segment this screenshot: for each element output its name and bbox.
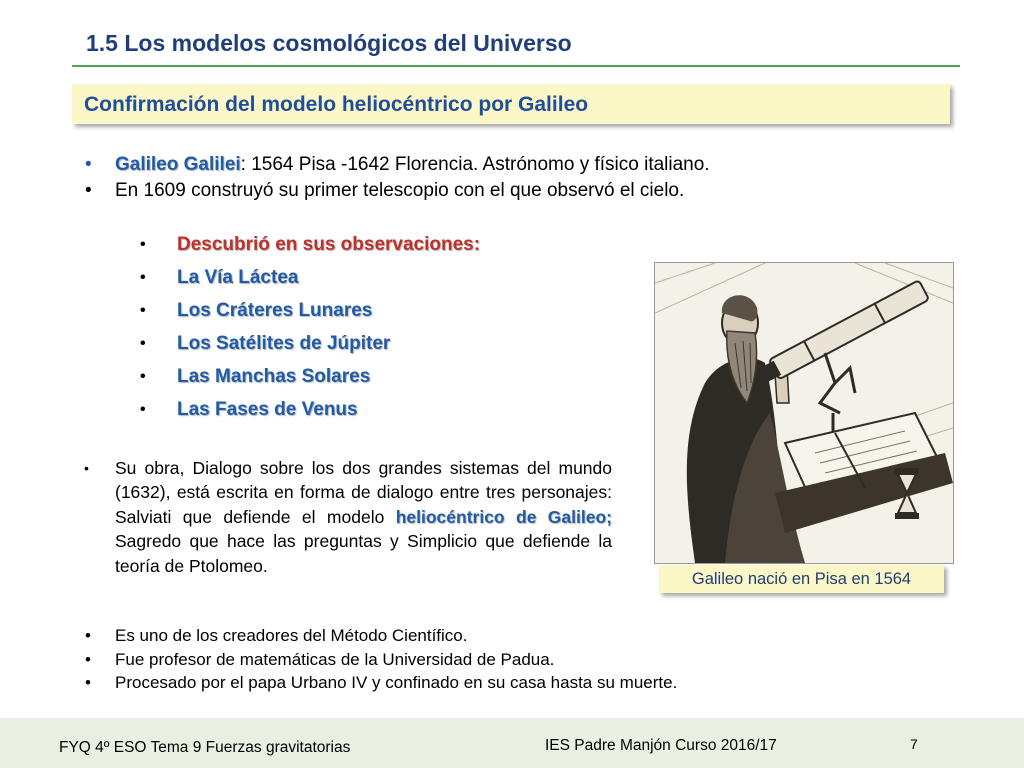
discovery-text: La Vía Láctea [177,267,299,288]
obra-text-after: Sagredo que hace las preguntas y Simplicio que defiende la teoría de Ptolomeo. [115,531,612,576]
discovery-item [140,261,480,294]
discovery-item [140,294,480,327]
title-divider [72,65,960,67]
obra-highlight: heliocéntrico de Galileo; [395,506,612,527]
galileo-telescope-illustration [655,263,953,563]
final-points-list [82,624,822,695]
bullet-icon: • [84,460,89,476]
intro-item-birth [82,152,902,178]
page-number: 7 [910,736,918,752]
discovery-item [140,360,480,393]
discoveries-heading-text: Descubrió en sus observaciones: [177,234,481,255]
obra-text-before: Su obra, Dialogo sobre los dos grandes sistemas del mundo (1632), está escrita en forma de dialogo entre tres personajes: Salviati que defiende el modelo [115,458,612,527]
bullet-icon: • [140,368,146,385]
final-point [82,624,822,648]
discovery-item [140,393,480,426]
bullet-icon: • [85,673,91,692]
galileo-name: Galileo Galilei [115,154,241,175]
slide-title: 1.5 Los modelos cosmológicos del Universo [86,30,572,56]
footer-school: IES Padre Manjón Curso 2016/17 [545,737,777,754]
discovery-item [140,327,480,360]
intro-birth-text: : 1564 Pisa -1642 Florencia. Astrónomo y físico italiano. [240,154,710,175]
discoveries-heading [140,228,480,261]
bullet-icon: • [85,180,92,201]
bullet-icon: • [85,154,92,175]
intro-list [82,152,902,204]
bullet-icon: • [140,269,146,286]
galileo-engraving [654,262,954,564]
discovery-text: Los Cráteres Lunares [177,300,373,321]
discovery-text: Las Manchas Solares [177,366,371,387]
final-point [82,671,822,695]
bullet-icon: • [85,649,91,669]
discovery-text: Los Satélites de Júpiter [177,333,391,354]
bullet-icon: • [140,302,146,319]
final-point [82,648,822,672]
bullet-icon: • [85,626,91,645]
bullet-icon: • [140,335,146,352]
footer-bar [0,718,1024,768]
intro-telescope-text: En 1609 construyó su primer telescopio con el que observó el cielo. [115,180,685,201]
figure-caption-box [659,565,944,593]
final-point-text: Fue profesor de matemáticas de la Universidad de Padua. [115,649,555,669]
footer-course: FYQ 4º ESO Tema 9 Fuerzas gravitatorias [59,739,351,756]
final-point-text: Procesado por el papa Urbano IV y confinado en su casa hasta su muerte. [115,673,678,692]
slide-subtitle: Confirmación del modelo heliocéntrico por Galileo [84,93,589,116]
intro-item-telescope [82,178,902,204]
obra-list [82,456,612,578]
subtitle-box [72,84,950,124]
final-point-text: Es uno de los creadores del Método Científico. [115,626,468,645]
discoveries-list [140,228,480,426]
figure-caption: Galileo nació en Pisa en 1564 [691,570,912,588]
obra-paragraph [82,456,612,578]
discovery-text: Las Fases de Venus [177,399,358,420]
bullet-icon: • [140,236,146,253]
bullet-icon: • [140,401,146,418]
